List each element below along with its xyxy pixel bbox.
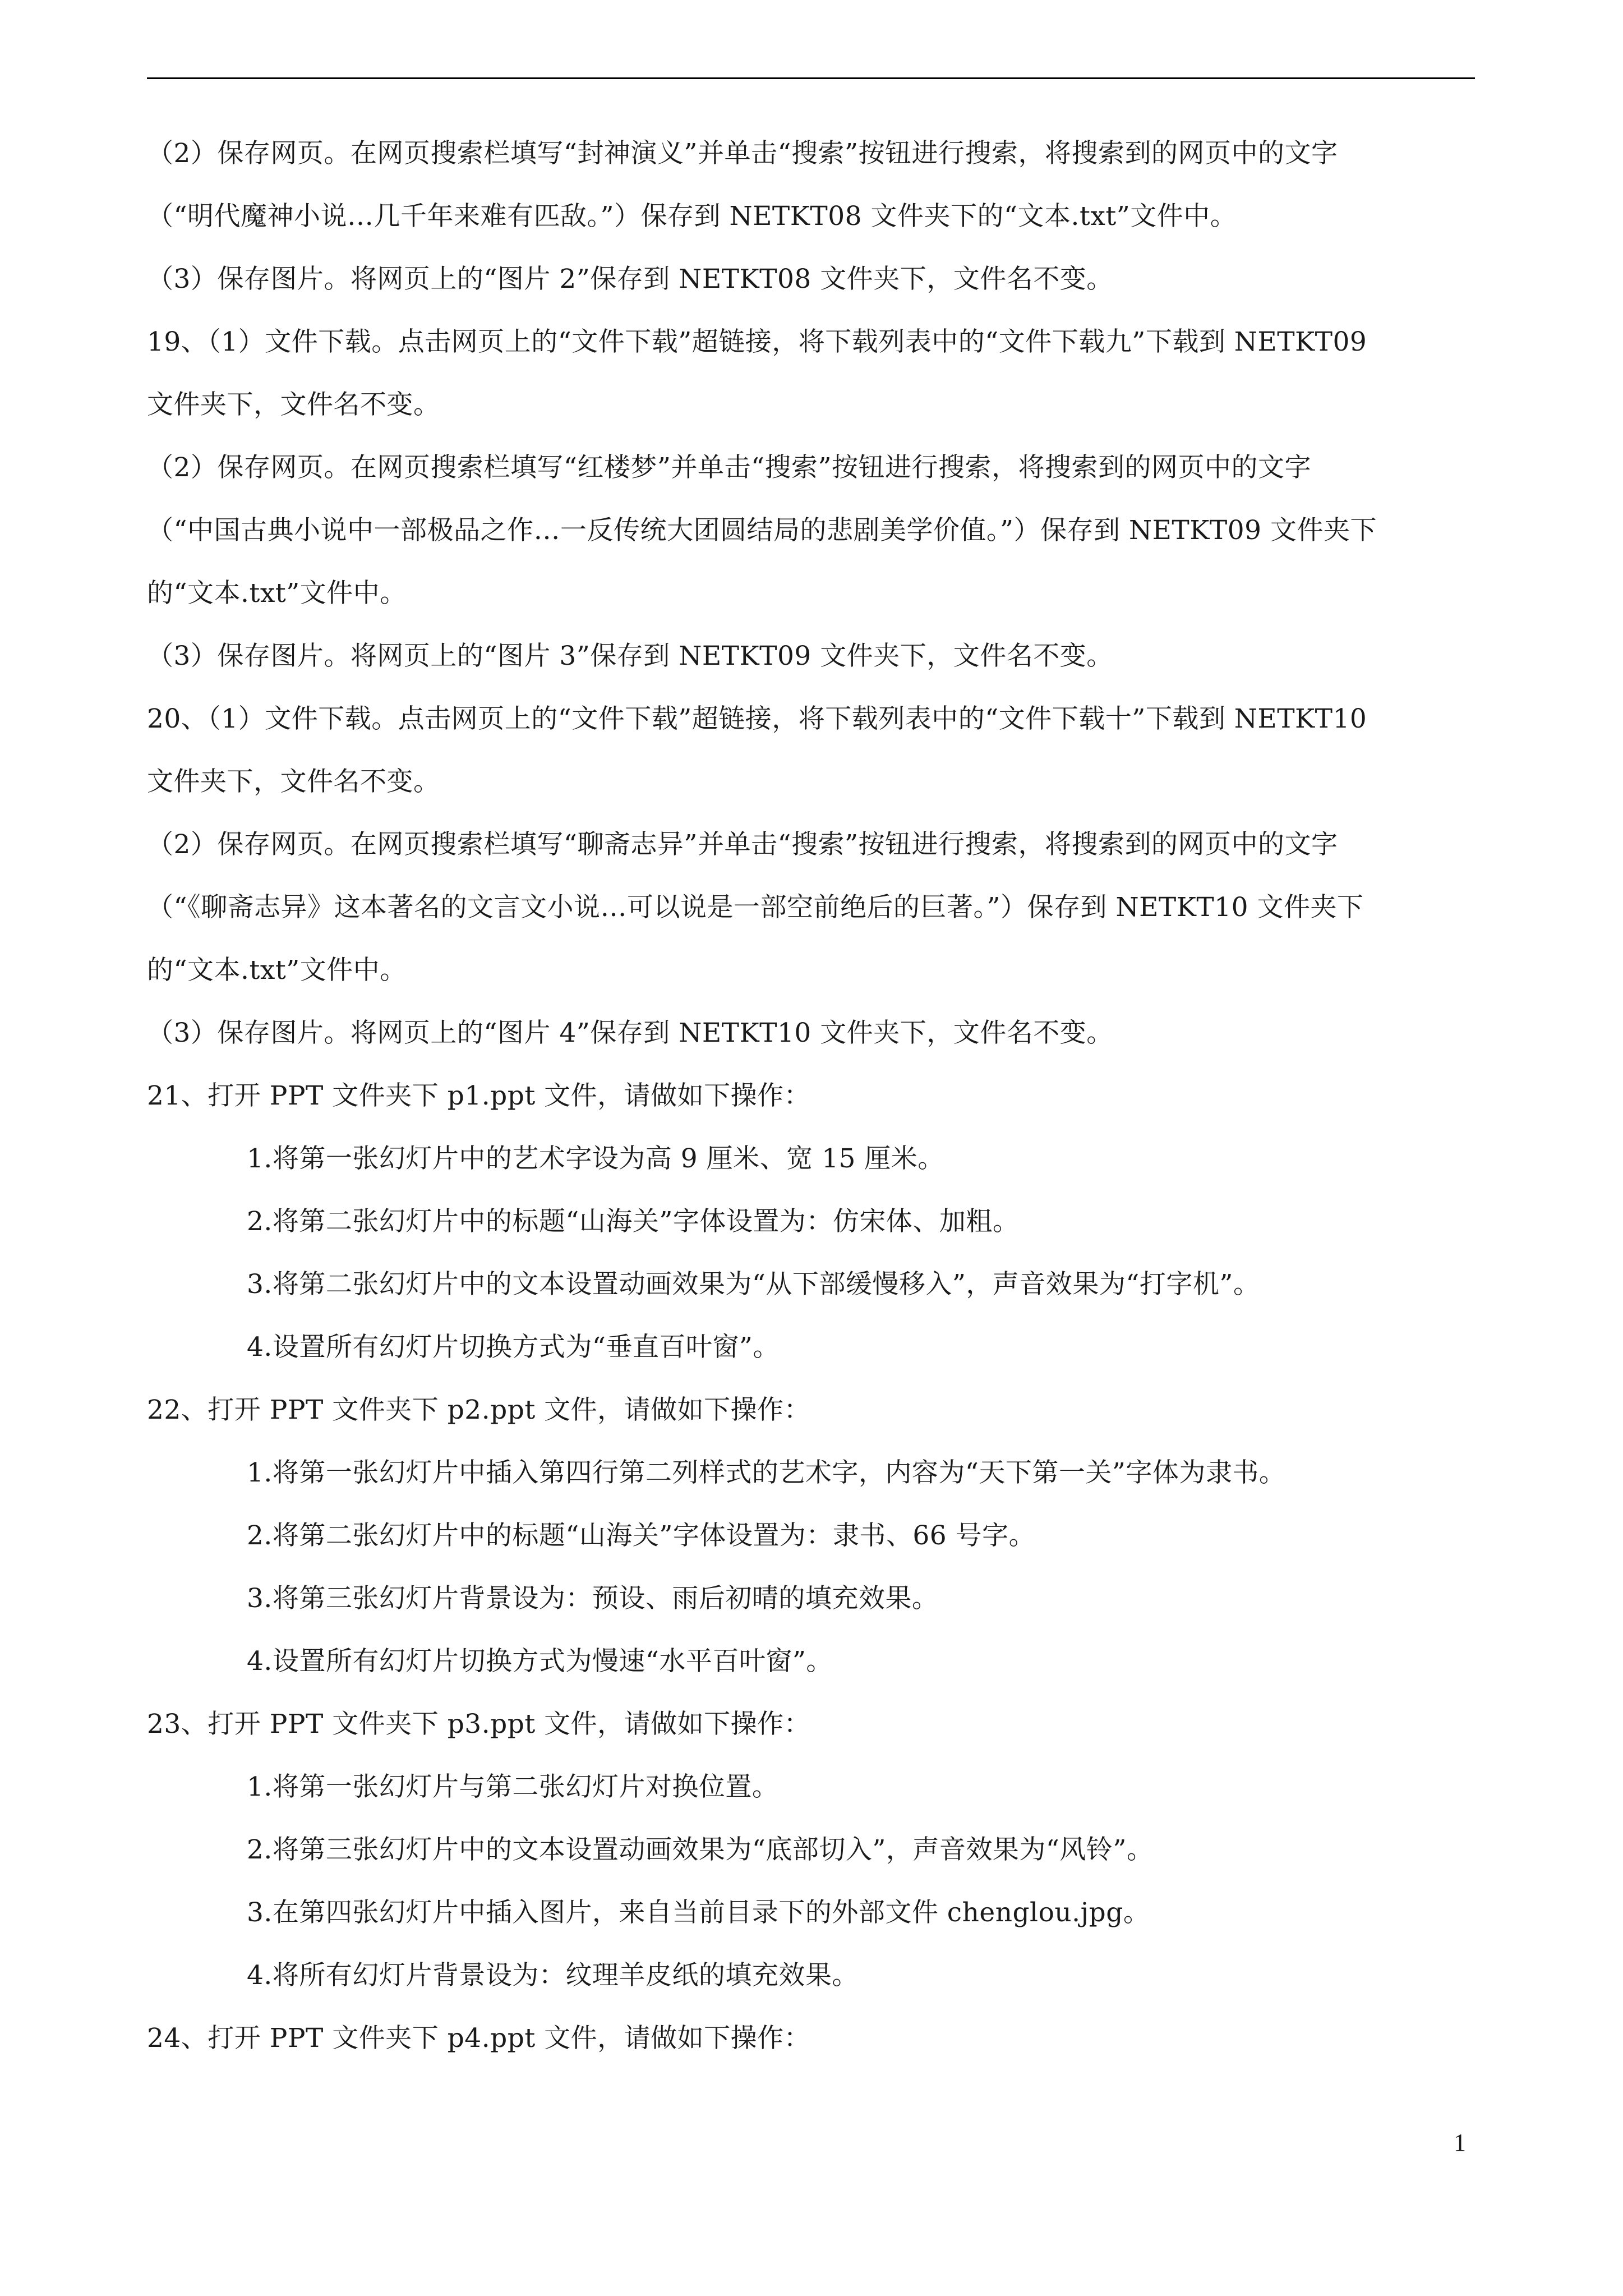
- sub-item: 3.在第四张幻灯片中插入图片，来自当前目录下的外部文件 chenglou.jpg。: [247, 1897, 1150, 1928]
- text-line: 的“文本.txt”文件中。: [147, 955, 407, 986]
- text-line: 文件夹下，文件名不变。: [147, 766, 440, 797]
- question-heading: 23、打开 PPT 文件夹下 p3.ppt 文件，请做如下操作：: [147, 1709, 811, 1740]
- sub-item: 1.将第一张幻灯片中的艺术字设为高 9 厘米、宽 15 厘米。: [247, 1143, 944, 1174]
- page-number: 1: [1454, 2129, 1466, 2156]
- text-line: （“中国古典小说中一部极品之作…一反传统大团圆结局的悲剧美学价值。”）保存到 NETKT09 文件夹下: [147, 515, 1377, 546]
- sub-item: 2.将第三张幻灯片中的文本设置动画效果为“底部切入”，声音效果为“风铃”。: [247, 1834, 1154, 1865]
- text-line: （3）保存图片。将网页上的“图片 4”保存到 NETKT10 文件夹下，文件名不变。: [147, 1018, 1113, 1048]
- sub-item: 2.将第二张幻灯片中的标题“山海关”字体设置为：仿宋体、加粗。: [247, 1206, 1020, 1237]
- text-line: 19、（1）文件下载。点击网页上的“文件下载”超链接，将下载列表中的“文件下载九”下载到 NETKT09: [147, 326, 1367, 357]
- text-line: （3）保存图片。将网页上的“图片 2”保存到 NETKT08 文件夹下，文件名不变。: [147, 264, 1113, 295]
- text-line: （“《聊斋志异》这本著名的文言文小说…可以说是一部空前绝后的巨著。”）保存到 NETKT10 文件夹下: [147, 892, 1364, 923]
- sub-item: 1.将第一张幻灯片中插入第四行第二列样式的艺术字，内容为“天下第一关”字体为隶书。: [247, 1457, 1286, 1488]
- text-line: （“明代魔神小说…几千年来难有匹敌。”）保存到 NETKT08 文件夹下的“文本.txt”文件中。: [147, 201, 1237, 232]
- text-line: （2）保存网页。在网页搜索栏填写“封神演义”并单击“搜索”按钮进行搜索，将搜索到的网页中的文字: [147, 138, 1338, 169]
- header-rule: [147, 77, 1475, 79]
- sub-item: 4.将所有幻灯片背景设为：纹理羊皮纸的填充效果。: [247, 1960, 859, 1991]
- text-line: 文件夹下，文件名不变。: [147, 389, 440, 420]
- question-heading: 22、打开 PPT 文件夹下 p2.ppt 文件，请做如下操作：: [147, 1395, 811, 1425]
- sub-item: 4.设置所有幻灯片切换方式为慢速“水平百叶窗”。: [247, 1646, 833, 1677]
- question-heading: 24、打开 PPT 文件夹下 p4.ppt 文件，请做如下操作：: [147, 2023, 811, 2054]
- text-line: （2）保存网页。在网页搜索栏填写“聊斋志异”并单击“搜索”按钮进行搜索，将搜索到的网页中的文字: [147, 829, 1338, 860]
- text-line: 20、（1）文件下载。点击网页上的“文件下载”超链接，将下载列表中的“文件下载十”下载到 NETKT10: [147, 703, 1367, 734]
- sub-item: 3.将第三张幻灯片背景设为：预设、雨后初晴的填充效果。: [247, 1583, 939, 1614]
- document-body: [147, 122, 1482, 2070]
- sub-item: 3.将第二张幻灯片中的文本设置动画效果为“从下部缓慢移入”，声音效果为“打字机”。: [247, 1269, 1260, 1300]
- sub-item: 1.将第一张幻灯片与第二张幻灯片对换位置。: [247, 1772, 779, 1802]
- text-line: （3）保存图片。将网页上的“图片 3”保存到 NETKT09 文件夹下，文件名不变。: [147, 641, 1113, 671]
- text-line: 的“文本.txt”文件中。: [147, 578, 407, 609]
- sub-item: 4.设置所有幻灯片切换方式为“垂直百叶窗”。: [247, 1332, 780, 1363]
- sub-item: 2.将第二张幻灯片中的标题“山海关”字体设置为：隶书、66 号字。: [247, 1520, 1036, 1551]
- text-line: （2）保存网页。在网页搜索栏填写“红楼梦”并单击“搜索”按钮进行搜索，将搜索到的网页中的文字: [147, 452, 1312, 483]
- question-heading: 21、打开 PPT 文件夹下 p1.ppt 文件，请做如下操作：: [147, 1080, 811, 1111]
